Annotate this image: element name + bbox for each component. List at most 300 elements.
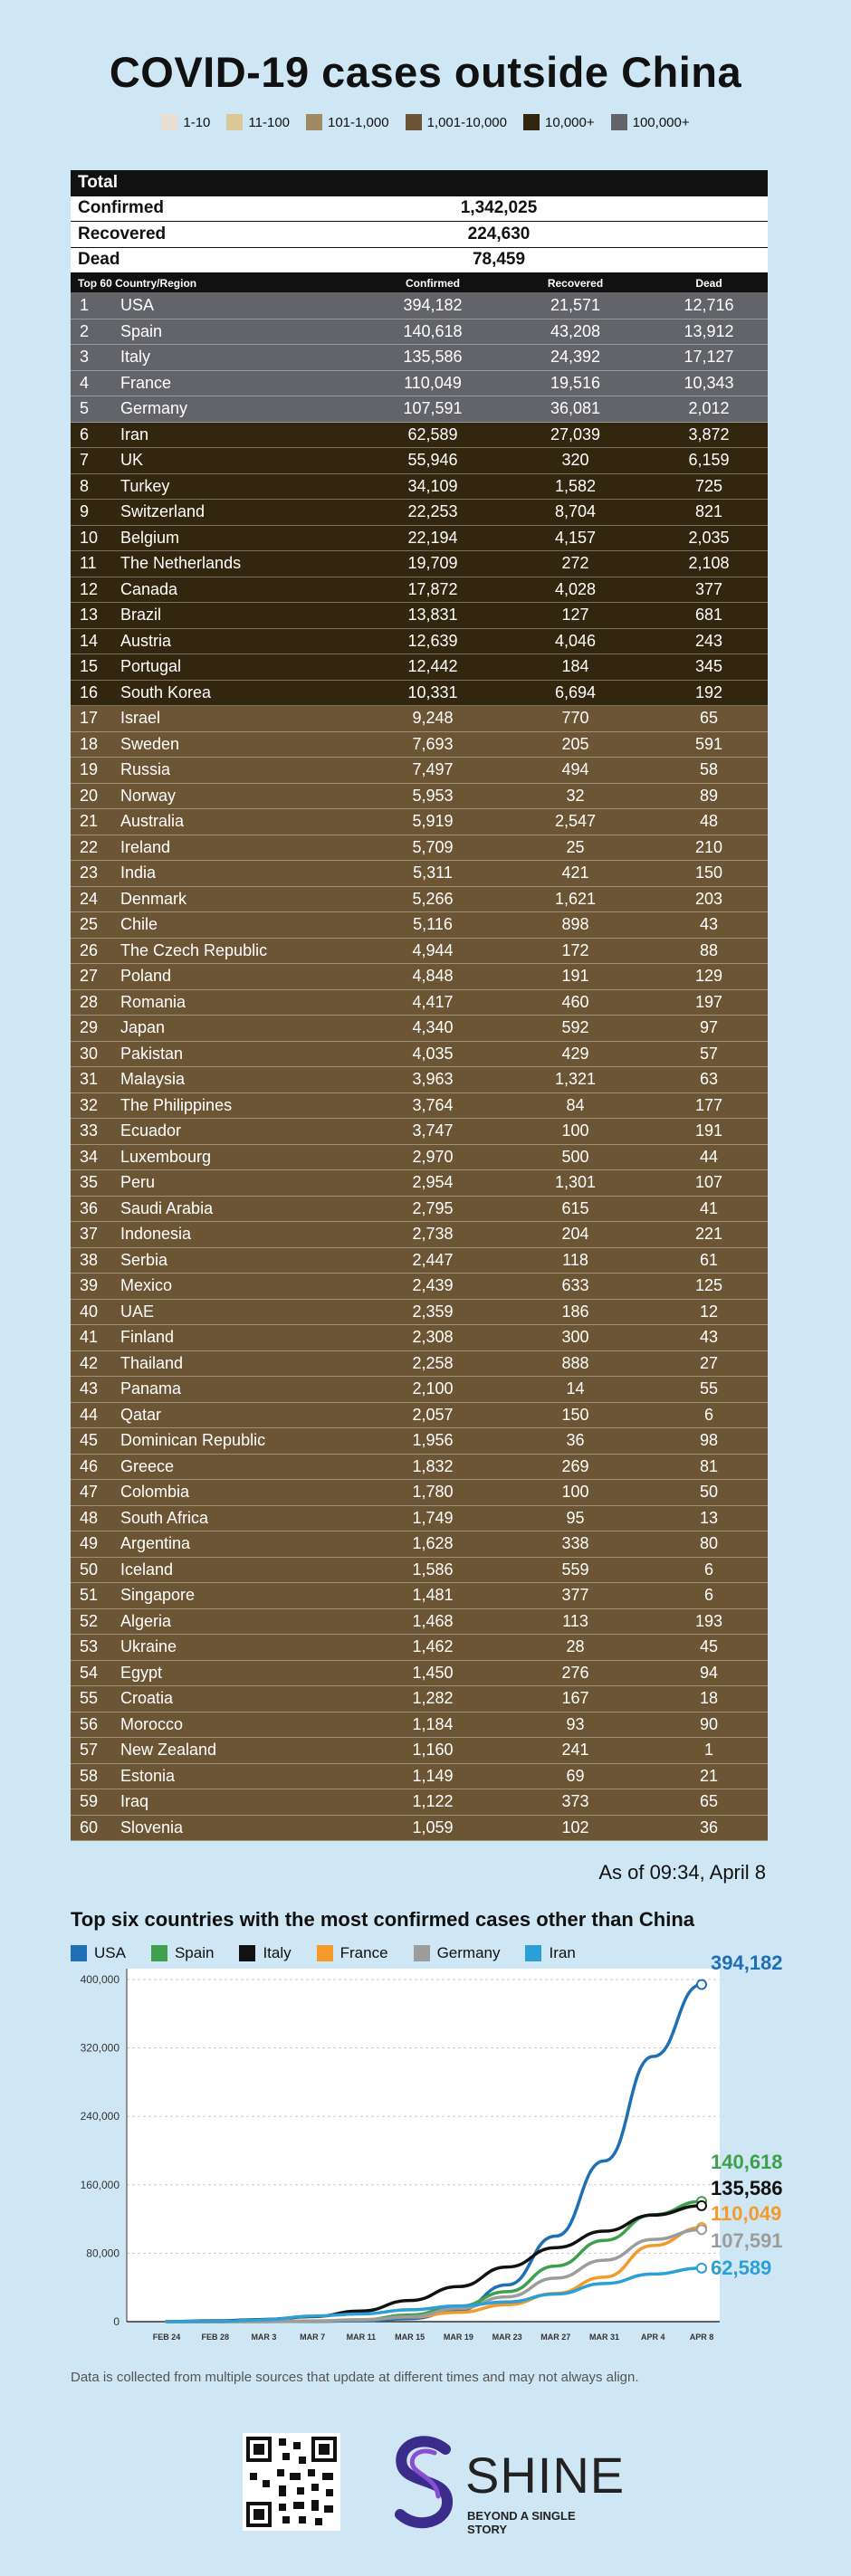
row-confirmed: 3,963 — [412, 1070, 454, 1089]
series-endpoint-iran — [697, 2264, 706, 2273]
row-dead: 65 — [699, 1792, 719, 1811]
row-confirmed: 17,872 — [407, 579, 458, 598]
row-dead: 18 — [699, 1689, 719, 1708]
row-rank: 43 — [80, 1379, 99, 1398]
row-confirmed: 2,954 — [412, 1173, 454, 1192]
brand-tagline: BEYOND A SINGLE STORY — [467, 2509, 576, 2536]
row-rank: 58 — [80, 1766, 99, 1785]
row-rank: 51 — [80, 1586, 99, 1605]
series-end-label: 394,182 — [711, 1951, 783, 1974]
row-recovered: 167 — [561, 1689, 589, 1708]
row-recovered: 1,621 — [554, 889, 597, 908]
row-confirmed: 2,258 — [412, 1353, 454, 1372]
shine-logo — [389, 2433, 626, 2542]
legend-label: 1,001-10,000 — [426, 114, 507, 130]
x-tick-label: MAR 15 — [395, 2333, 426, 2342]
row-dead: 125 — [694, 1276, 723, 1295]
row-confirmed: 2,738 — [412, 1225, 454, 1244]
row-confirmed: 1,149 — [412, 1766, 454, 1785]
row-rank: 52 — [80, 1611, 99, 1630]
series-end-label: 135,586 — [711, 2177, 783, 2199]
row-dead: 58 — [699, 760, 719, 779]
chart-legend-label: Italy — [263, 1944, 292, 1961]
row-rank: 13 — [80, 606, 99, 625]
row-rank: 42 — [80, 1353, 99, 1372]
row-recovered: 2,547 — [554, 812, 597, 831]
row-country: Belgium — [120, 528, 180, 547]
row-dead: 6,159 — [688, 451, 730, 470]
row-country: Ukraine — [120, 1637, 177, 1656]
row-confirmed: 5,919 — [412, 812, 454, 831]
row-dead: 97 — [699, 1018, 719, 1037]
legend-label: 100,000+ — [632, 114, 690, 130]
row-country: The Czech Republic — [120, 940, 268, 959]
row-rank: 2 — [80, 321, 90, 340]
row-recovered: 127 — [561, 606, 589, 625]
row-confirmed: 1,586 — [412, 1560, 454, 1579]
row-confirmed: 3,747 — [412, 1121, 454, 1140]
row-dead: 88 — [699, 940, 719, 959]
row-rank: 20 — [80, 786, 99, 805]
row-confirmed: 1,749 — [412, 1508, 454, 1527]
row-confirmed: 62,589 — [407, 425, 458, 444]
row-recovered: 100 — [561, 1483, 589, 1502]
row-confirmed: 5,709 — [412, 837, 454, 856]
col-header-country: Top 60 Country/Region — [78, 276, 197, 290]
row-dead: 10,343 — [684, 373, 734, 392]
row-country: The Philippines — [120, 1095, 233, 1114]
row-dead: 43 — [699, 915, 719, 934]
row-recovered: 4,157 — [554, 528, 597, 547]
row-dead: 6 — [703, 1560, 713, 1579]
row-country: Algeria — [120, 1611, 172, 1630]
row-recovered: 559 — [561, 1560, 589, 1579]
row-rank: 25 — [80, 915, 99, 934]
row-recovered: 21,571 — [550, 296, 601, 315]
row-recovered: 421 — [561, 863, 589, 883]
row-rank: 53 — [80, 1637, 99, 1656]
row-confirmed: 3,764 — [412, 1095, 454, 1114]
row-dead: 681 — [694, 606, 723, 625]
row-dead: 12 — [699, 1302, 719, 1321]
row-dead: 2,108 — [688, 554, 730, 573]
row-confirmed: 1,832 — [412, 1456, 454, 1475]
row-confirmed: 2,057 — [412, 1405, 454, 1424]
row-recovered: 6,694 — [554, 682, 597, 701]
row-dead: 44 — [699, 1147, 719, 1166]
row-country: South Korea — [120, 682, 212, 701]
row-rank: 12 — [80, 579, 99, 598]
row-rank: 39 — [80, 1276, 99, 1295]
row-dead: 210 — [694, 837, 723, 856]
total-header-label: Total — [78, 173, 118, 193]
row-country: Mexico — [120, 1276, 173, 1295]
row-dead: 192 — [694, 682, 723, 701]
row-confirmed: 4,417 — [412, 992, 454, 1011]
x-tick-label: FEB 28 — [201, 2333, 229, 2342]
row-country: Serbia — [120, 1250, 168, 1269]
row-confirmed: 394,182 — [403, 296, 463, 315]
row-confirmed: 1,481 — [412, 1586, 454, 1605]
chart-legend-label: USA — [94, 1944, 126, 1961]
row-dead: 98 — [699, 1431, 719, 1450]
chart-legend-label: Germany — [436, 1944, 501, 1961]
row-country: Canada — [120, 579, 178, 598]
row-dead: 94 — [699, 1663, 719, 1682]
row-rank: 34 — [80, 1147, 99, 1166]
row-country: Japan — [120, 1018, 166, 1037]
chart-legend-label: France — [339, 1944, 388, 1961]
series-end-label: 140,618 — [711, 2151, 783, 2173]
row-rank: 41 — [80, 1328, 99, 1347]
row-country: Singapore — [120, 1586, 196, 1605]
row-confirmed: 5,953 — [412, 786, 454, 805]
row-recovered: 4,046 — [554, 631, 597, 650]
row-confirmed: 2,359 — [412, 1302, 454, 1321]
row-confirmed: 2,795 — [412, 1198, 454, 1217]
row-dead: 90 — [699, 1714, 719, 1733]
row-recovered: 36,081 — [550, 399, 601, 418]
legend-label: 10,000+ — [544, 114, 595, 130]
row-confirmed: 7,497 — [412, 760, 454, 779]
row-recovered: 888 — [561, 1353, 589, 1372]
row-rank: 40 — [80, 1302, 99, 1321]
row-recovered: 4,028 — [554, 579, 597, 598]
row-dead: 36 — [699, 1818, 719, 1837]
row-recovered: 1,321 — [554, 1070, 597, 1089]
x-tick-label: MAR 31 — [589, 2333, 620, 2342]
row-dead: 63 — [699, 1070, 719, 1089]
row-country: The Netherlands — [120, 554, 242, 573]
row-rank: 21 — [80, 812, 99, 831]
row-dead: 27 — [699, 1353, 719, 1372]
total-recovered-value: 224,630 — [467, 224, 531, 243]
x-tick-label: MAR 11 — [346, 2333, 377, 2342]
row-recovered: 19,516 — [550, 373, 601, 392]
row-country: Thailand — [120, 1353, 184, 1372]
y-tick-label: 80,000 — [86, 2247, 120, 2260]
row-recovered: 241 — [561, 1741, 589, 1760]
row-confirmed: 2,439 — [412, 1276, 454, 1295]
row-rank: 46 — [80, 1456, 99, 1475]
row-recovered: 113 — [562, 1611, 588, 1630]
row-rank: 5 — [80, 399, 90, 418]
total-recovered-label: Recovered — [78, 224, 167, 243]
row-confirmed: 1,059 — [412, 1818, 454, 1837]
row-dead: 1 — [703, 1741, 713, 1760]
row-country: Argentina — [120, 1534, 191, 1553]
row-recovered: 276 — [561, 1663, 589, 1682]
row-recovered: 191 — [561, 967, 589, 986]
row-recovered: 27,039 — [550, 425, 601, 444]
row-confirmed: 13,831 — [407, 606, 458, 625]
chart-legend-label: Spain — [174, 1944, 215, 1961]
row-country: Brazil — [120, 606, 162, 625]
x-tick-label: MAR 23 — [492, 2333, 522, 2342]
row-confirmed: 4,035 — [412, 1044, 454, 1063]
row-recovered: 150 — [561, 1405, 589, 1424]
row-confirmed: 4,340 — [412, 1018, 454, 1037]
row-recovered: 615 — [561, 1198, 589, 1217]
row-rank: 10 — [80, 528, 99, 547]
row-confirmed: 1,122 — [412, 1792, 454, 1811]
row-dead: 725 — [694, 476, 723, 495]
row-country: Turkey — [120, 476, 170, 495]
row-country: Malaysia — [120, 1070, 186, 1089]
row-recovered: 338 — [561, 1534, 589, 1553]
row-recovered: 633 — [561, 1276, 589, 1295]
row-dead: 197 — [694, 992, 723, 1011]
col-header-confirmed: Confirmed — [406, 276, 460, 290]
row-recovered: 14 — [566, 1379, 585, 1398]
col-header-dead: Dead — [695, 276, 722, 290]
series-endpoint-usa — [697, 1980, 706, 1989]
row-dead: 43 — [699, 1328, 719, 1347]
row-country: Portugal — [120, 657, 182, 676]
row-dead: 48 — [699, 812, 719, 831]
row-recovered: 36 — [566, 1431, 585, 1450]
row-confirmed: 4,848 — [412, 967, 454, 986]
row-confirmed: 55,946 — [407, 451, 458, 470]
row-recovered: 69 — [566, 1766, 585, 1785]
row-confirmed: 2,100 — [412, 1379, 454, 1398]
row-dead: 243 — [694, 631, 723, 650]
col-header-recovered: Recovered — [547, 276, 604, 290]
row-confirmed: 4,944 — [412, 940, 454, 959]
row-confirmed: 1,468 — [412, 1611, 454, 1630]
row-rank: 26 — [80, 940, 99, 959]
row-rank: 4 — [80, 373, 90, 392]
total-dead-label: Dead — [78, 250, 120, 270]
row-confirmed: 1,956 — [412, 1431, 454, 1450]
row-confirmed: 1,780 — [412, 1483, 454, 1502]
row-country: Dominican Republic — [120, 1431, 266, 1450]
x-tick-label: APR 4 — [641, 2333, 665, 2342]
row-dead: 13 — [699, 1508, 719, 1527]
row-recovered: 102 — [561, 1818, 589, 1837]
legend-label: 101-1,000 — [328, 114, 389, 130]
total-confirmed-value: 1,342,025 — [460, 198, 538, 218]
row-country: Germany — [120, 399, 188, 418]
y-tick-label: 160,000 — [80, 2178, 120, 2191]
y-tick-label: 240,000 — [80, 2110, 120, 2123]
row-dead: 193 — [694, 1611, 723, 1630]
row-country: Chile — [120, 915, 158, 934]
row-country: Panama — [120, 1379, 182, 1398]
row-country: Sweden — [120, 734, 180, 753]
row-confirmed: 110,049 — [404, 373, 462, 392]
chart-legend-label: Iran — [549, 1944, 576, 1961]
row-dead: 13,912 — [684, 321, 734, 340]
row-recovered: 460 — [561, 992, 589, 1011]
row-rank: 29 — [80, 1018, 99, 1037]
row-country: Australia — [120, 812, 185, 831]
row-dead: 61 — [699, 1250, 719, 1269]
row-recovered: 205 — [561, 734, 589, 753]
row-dead: 12,716 — [684, 296, 734, 315]
row-rank: 16 — [80, 682, 99, 701]
x-tick-label: MAR 27 — [540, 2333, 571, 2342]
row-country: Finland — [120, 1328, 175, 1347]
row-recovered: 500 — [561, 1147, 589, 1166]
row-confirmed: 1,628 — [412, 1534, 454, 1553]
row-dead: 150 — [694, 863, 723, 883]
shine-s-icon — [389, 2433, 462, 2533]
row-dead: 2,035 — [688, 528, 730, 547]
row-confirmed: 10,331 — [407, 682, 458, 701]
row-country: Italy — [120, 348, 151, 367]
row-rank: 33 — [80, 1121, 99, 1140]
series-endpoint-germany — [697, 2225, 706, 2234]
row-dead: 203 — [694, 889, 723, 908]
row-rank: 38 — [80, 1250, 99, 1269]
row-dead: 41 — [699, 1198, 719, 1217]
row-rank: 49 — [80, 1534, 99, 1553]
row-dead: 81 — [699, 1456, 719, 1475]
row-recovered: 377 — [561, 1586, 589, 1605]
row-confirmed: 22,194 — [407, 528, 458, 547]
row-dead: 377 — [694, 579, 723, 598]
row-recovered: 1,582 — [554, 476, 597, 495]
row-confirmed: 19,709 — [407, 554, 458, 573]
legend-label: 11-100 — [248, 114, 290, 130]
row-rank: 7 — [80, 451, 90, 470]
row-country: Greece — [120, 1456, 175, 1475]
row-dead: 55 — [699, 1379, 719, 1398]
row-country: Switzerland — [120, 502, 206, 521]
row-dead: 21 — [699, 1766, 719, 1785]
row-rank: 60 — [80, 1818, 99, 1837]
row-country: Ireland — [120, 837, 171, 856]
row-rank: 11 — [80, 554, 97, 573]
row-rank: 15 — [80, 657, 99, 676]
row-recovered: 770 — [561, 709, 589, 728]
row-rank: 45 — [80, 1431, 99, 1450]
row-rank: 1 — [80, 296, 90, 315]
row-dead: 17,127 — [684, 348, 734, 367]
row-recovered: 429 — [561, 1044, 589, 1063]
row-confirmed: 140,618 — [403, 321, 463, 340]
row-dead: 345 — [694, 657, 723, 676]
row-country: Morocco — [120, 1714, 184, 1733]
row-rank: 57 — [80, 1741, 99, 1760]
chart-title: Top six countries with the most confirmed cases other than China — [71, 1908, 695, 1931]
footnote: Data is collected from multiple sources that update at different times and may not always align. — [71, 2370, 639, 2385]
row-country: Peru — [120, 1173, 156, 1192]
row-recovered: 898 — [561, 915, 589, 934]
row-recovered: 84 — [566, 1095, 585, 1114]
row-confirmed: 12,639 — [407, 631, 458, 650]
row-recovered: 172 — [561, 940, 589, 959]
row-dead: 821 — [694, 502, 723, 521]
row-recovered: 184 — [561, 657, 589, 676]
row-rank: 14 — [80, 631, 99, 650]
row-country: Indonesia — [120, 1225, 192, 1244]
row-confirmed: 5,311 — [413, 863, 453, 883]
row-dead: 65 — [699, 709, 719, 728]
row-country: Pakistan — [120, 1044, 184, 1063]
row-country: Egypt — [120, 1663, 163, 1682]
row-recovered: 186 — [561, 1302, 589, 1321]
row-country: Iran — [120, 425, 149, 444]
row-dead: 107 — [694, 1173, 723, 1192]
page-title: COVID-19 cases outside China — [109, 48, 742, 96]
row-recovered: 93 — [566, 1714, 585, 1733]
row-country: Ecuador — [120, 1121, 182, 1140]
row-rank: 31 — [80, 1070, 99, 1089]
row-rank: 19 — [80, 760, 99, 779]
row-recovered: 373 — [561, 1792, 589, 1811]
row-recovered: 100 — [561, 1121, 589, 1140]
row-confirmed: 7,693 — [412, 734, 454, 753]
total-dead-value: 78,459 — [472, 250, 526, 270]
row-recovered: 28 — [566, 1637, 585, 1656]
row-country: South Africa — [120, 1508, 209, 1527]
row-rank: 3 — [80, 348, 90, 367]
row-country: Iceland — [120, 1560, 174, 1579]
row-confirmed: 135,586 — [403, 348, 463, 367]
row-country: Iraq — [120, 1792, 149, 1811]
row-recovered: 1,301 — [554, 1173, 597, 1192]
row-country: Qatar — [120, 1405, 162, 1424]
row-country: Denmark — [120, 889, 187, 908]
row-confirmed: 2,308 — [412, 1328, 454, 1347]
row-rank: 17 — [80, 709, 99, 728]
row-recovered: 118 — [562, 1250, 588, 1269]
row-dead: 6 — [703, 1586, 713, 1605]
x-tick-label: MAR 19 — [443, 2333, 473, 2342]
row-recovered: 95 — [566, 1508, 585, 1527]
row-dead: 177 — [694, 1095, 723, 1114]
row-recovered: 272 — [561, 554, 589, 573]
row-rank: 54 — [80, 1663, 99, 1682]
x-tick-label: APR 8 — [689, 2333, 714, 2342]
series-end-label: 110,049 — [711, 2202, 782, 2225]
qr-code — [243, 2433, 340, 2531]
row-rank: 8 — [80, 476, 90, 495]
as-of-timestamp: As of 09:34, April 8 — [598, 1861, 766, 1884]
row-confirmed: 2,447 — [412, 1250, 454, 1269]
row-rank: 32 — [80, 1095, 99, 1114]
series-endpoint-italy — [697, 2201, 706, 2210]
y-tick-label: 400,000 — [80, 1973, 120, 1986]
row-country: Norway — [120, 786, 177, 805]
row-confirmed: 5,266 — [412, 889, 454, 908]
row-confirmed: 1,184 — [412, 1714, 454, 1733]
row-rank: 44 — [80, 1405, 99, 1424]
row-dead: 57 — [699, 1044, 719, 1063]
row-dead: 45 — [699, 1637, 719, 1656]
row-country: Luxembourg — [120, 1147, 212, 1166]
row-recovered: 43,208 — [550, 321, 601, 340]
row-dead: 3,872 — [688, 425, 730, 444]
row-confirmed: 1,282 — [412, 1689, 454, 1708]
row-recovered: 300 — [561, 1328, 589, 1347]
row-recovered: 320 — [561, 451, 589, 470]
row-confirmed: 1,160 — [412, 1741, 454, 1760]
row-recovered: 269 — [561, 1456, 589, 1475]
row-dead: 221 — [694, 1225, 723, 1244]
brand-name: SHINE — [465, 2447, 626, 2504]
series-end-label: 107,591 — [711, 2229, 783, 2252]
row-country: Croatia — [120, 1689, 174, 1708]
row-rank: 9 — [80, 502, 90, 521]
row-country: India — [120, 863, 157, 883]
row-confirmed: 34,109 — [407, 476, 458, 495]
row-country: Israel — [120, 709, 161, 728]
row-confirmed: 1,450 — [412, 1663, 454, 1682]
row-country: UAE — [120, 1302, 155, 1321]
